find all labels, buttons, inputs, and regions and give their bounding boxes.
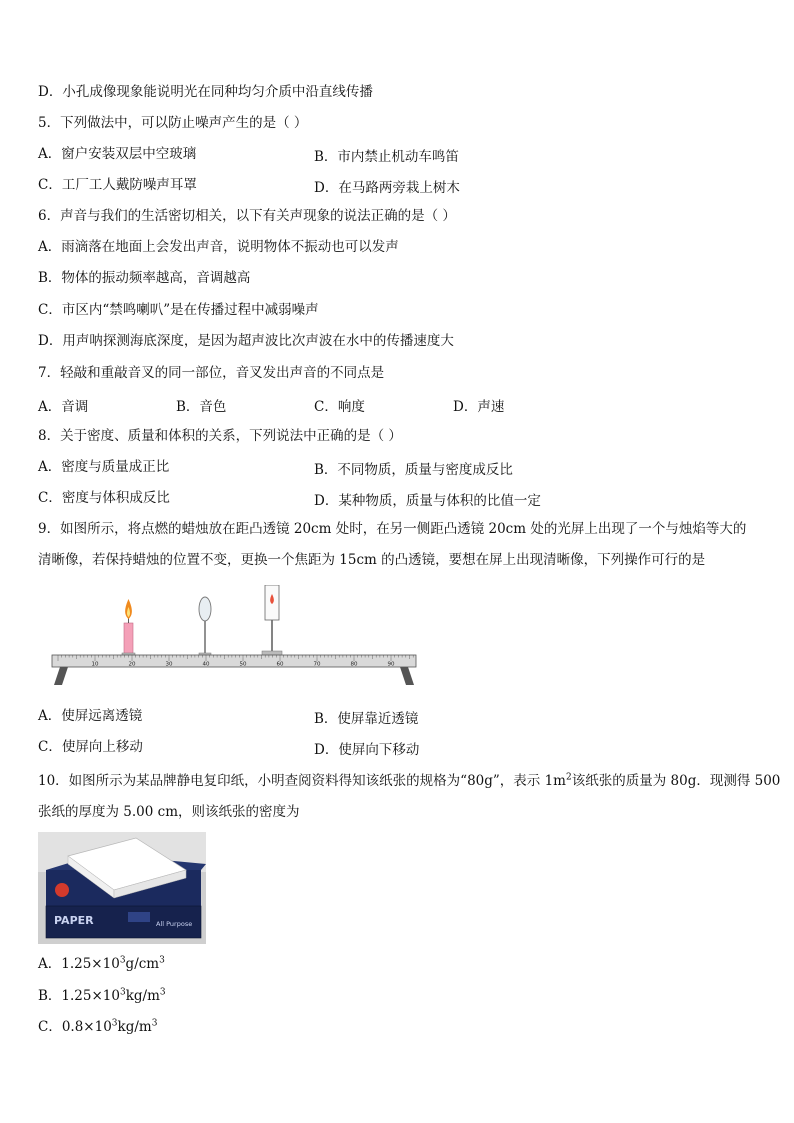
q10-stem-line1: 10．如图所示为某品牌静电复印纸，小明查阅资料得知该纸张的规格为“80g”，表示 $1m^2$该纸张的质量为 80g．现测得 500 <box>38 772 781 789</box>
q8-stem: 8．关于密度、质量和体积的关系，下列说法中正确的是（ ） <box>38 428 402 444</box>
q7-option-d: D．声速 <box>453 399 505 415</box>
ruler-tick-label: 50 <box>239 661 247 668</box>
ruler-tick-label: 20 <box>128 661 136 668</box>
optical-bench-figure <box>48 585 443 695</box>
q9-stem-line2: 清晰像，若保持蜡烛的位置不变，更换一个焦距为 15cm 的凸透镜，要想在屏上出现清晰像，下列操作可行的是 <box>38 552 706 568</box>
q7-stem: 7．轻敲和重敲音叉的同一部位，音叉发出声音的不同点是 <box>38 365 385 381</box>
q8-option-b: B．不同物质，质量与密度成反比 <box>314 462 513 478</box>
ruler-tick-label: 90 <box>387 661 395 668</box>
q10-option-a: A．$1.25\times 10^3g/cm^3$ <box>38 955 165 972</box>
q10-option-c: C．$0.8\times 10^3kg/m^3$ <box>38 1018 158 1035</box>
box-side-text: All Purpose <box>156 920 193 928</box>
q8-option-a: A．密度与质量成正比 <box>38 459 170 475</box>
q10-option-b: B．$1.25\times 10^3kg/m^3$ <box>38 987 166 1004</box>
q5-option-a: A．窗户安装双层中空玻璃 <box>38 146 197 162</box>
ruler-tick-label: 60 <box>276 661 284 668</box>
q4-option-d: D．小孔成像现象能说明光在同种均匀介质中沿直线传播 <box>38 84 373 100</box>
ruler-bench <box>52 655 416 685</box>
candle <box>122 599 135 657</box>
ruler-tick-label: 30 <box>165 661 173 668</box>
ruler-tick-label: 70 <box>313 661 321 668</box>
q6-option-c: C．市区内“禁鸣喇叭”是在传播过程中减弱噪声 <box>38 302 319 318</box>
q6-option-a: A．雨滴落在地面上会发出声音，说明物体不振动也可以发声 <box>38 239 399 255</box>
q9-option-d: D．使屏向下移动 <box>314 742 420 758</box>
q7-option-c: C．响度 <box>314 399 365 415</box>
q8-option-d: D．某种物质，质量与体积的比值一定 <box>314 493 541 509</box>
brand-logo-icon <box>55 883 69 897</box>
box-brand-text: PAPER <box>54 914 94 927</box>
light-screen <box>262 585 282 657</box>
q9-option-b: B．使屏靠近透镜 <box>314 711 419 727</box>
q6-stem: 6．声音与我们的生活密切相关，以下有关声现象的说法正确的是（ ） <box>38 208 456 224</box>
q9-stem-line1: 9．如图所示，将点燃的蜡烛放在距凸透镜 20cm 处时，在另一侧距凸透镜 20cm 处的光屏上出现了一个与烛焰等大的 <box>38 521 747 537</box>
q5-stem: 5．下列做法中，可以防止噪声产生的是（ ） <box>38 115 308 131</box>
q9-option-a: A．使屏远离透镜 <box>38 708 143 724</box>
ruler-tick-label: 40 <box>202 661 210 668</box>
q5-option-c: C．工厂工人戴防噪声耳罩 <box>38 177 197 193</box>
ruler-tick-label: 80 <box>350 661 358 668</box>
q9-option-c: C．使屏向上移动 <box>38 739 143 755</box>
q6-option-b: B．物体的振动频率越高，音调越高 <box>38 270 251 286</box>
ruler-tick-label: 10 <box>91 661 99 668</box>
convex-lens <box>199 597 211 657</box>
q7-option-b: B．音色 <box>176 399 227 415</box>
q5-option-d: D．在马路两旁栽上树木 <box>314 180 460 196</box>
q6-option-d: D．用声呐探测海底深度，是因为超声波比次声波在水中的传播速度大 <box>38 333 454 349</box>
q8-option-c: C．密度与体积成反比 <box>38 490 170 506</box>
q10-stem-line2: 张纸的厚度为 5.00 cm，则该纸张的密度为 <box>38 804 300 820</box>
copy-paper-photo <box>38 832 206 944</box>
q7-option-a: A．音调 <box>38 399 89 415</box>
q5-option-b: B．市内禁止机动车鸣笛 <box>314 149 459 165</box>
